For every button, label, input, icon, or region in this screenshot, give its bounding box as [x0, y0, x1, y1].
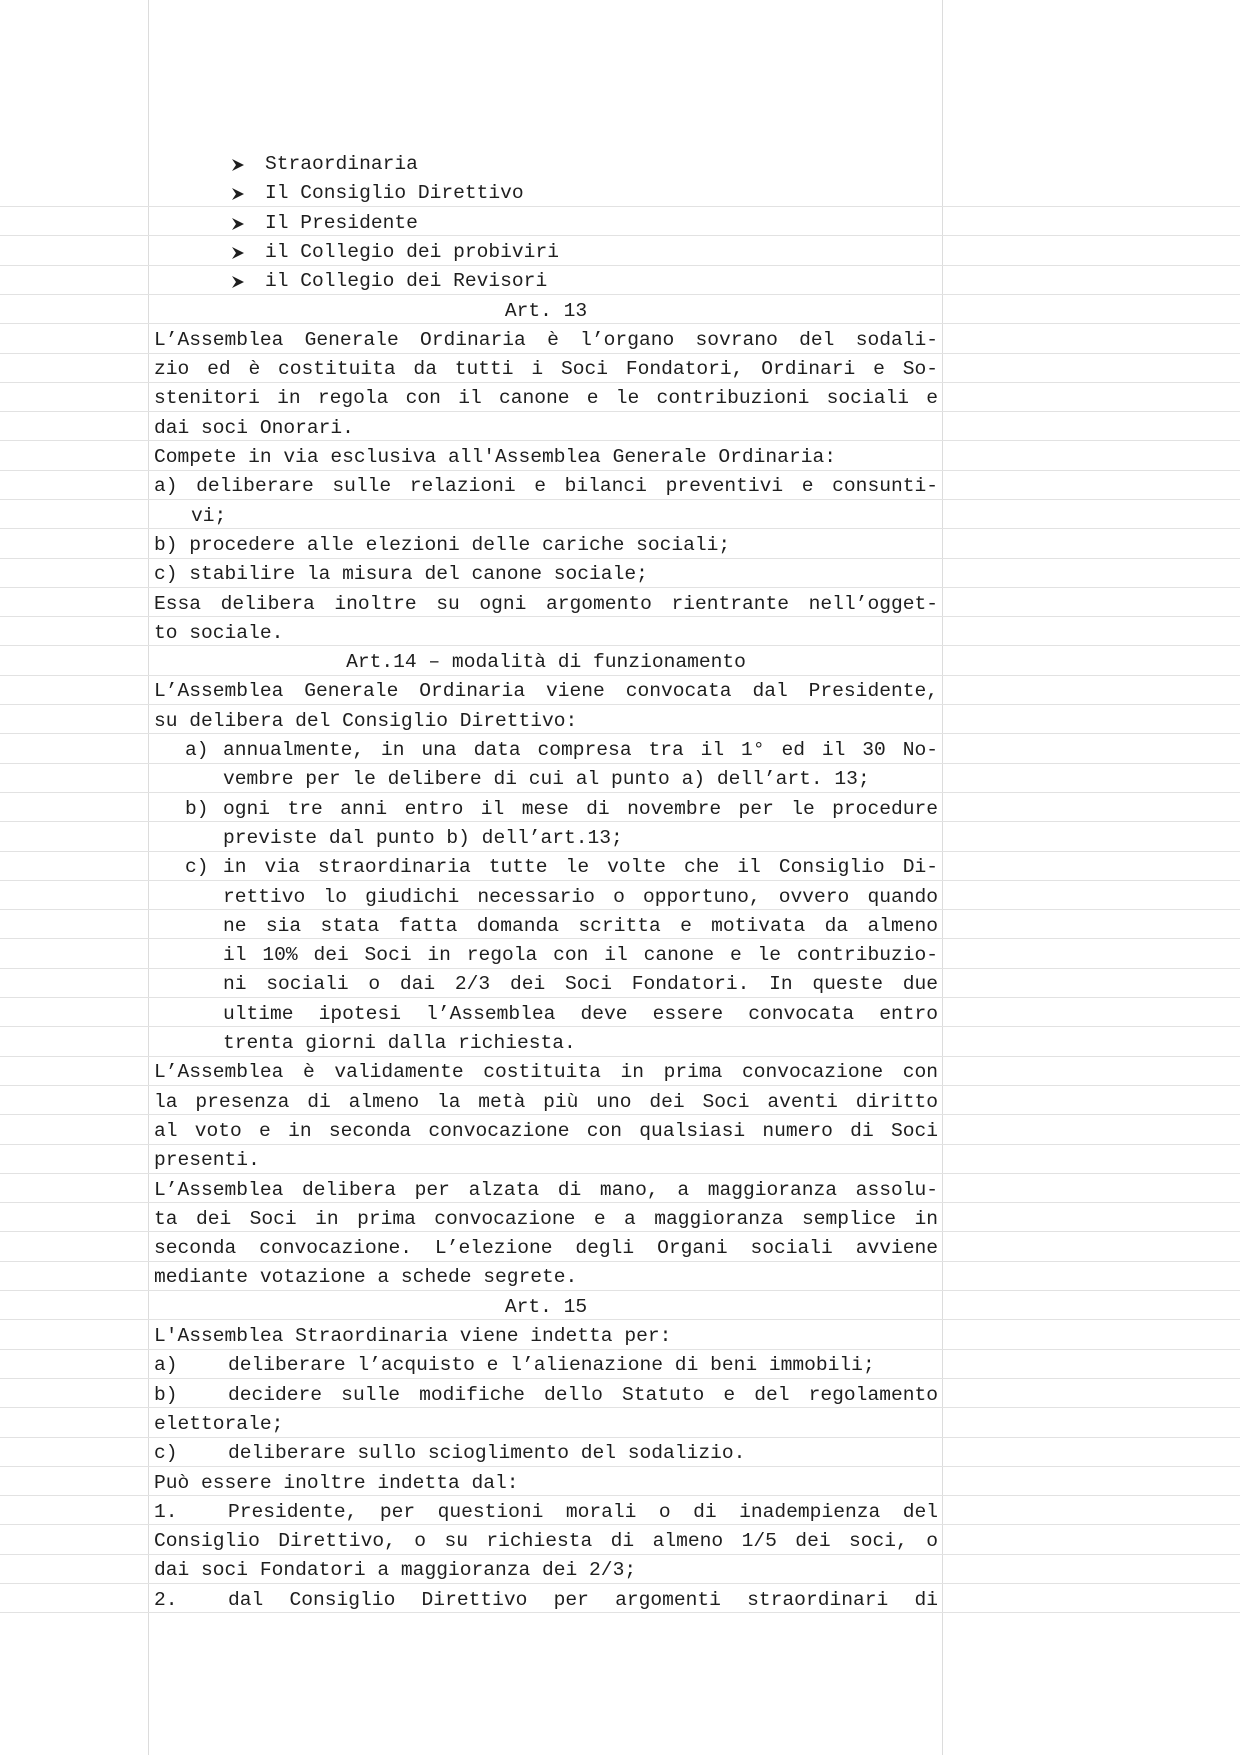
text-line: la presenza di almeno la metà più uno dei Soci aventi diritto — [154, 1091, 938, 1113]
text-line: Essa delibera inoltre su ogni argomento rientrante nell’ogget- — [154, 593, 938, 615]
arrowhead-bullet-icon — [231, 158, 245, 172]
list-item: ni sociali o dai 2/3 dei Soci Fondatori. In queste due — [223, 973, 938, 995]
text-line: presenti. — [154, 1149, 260, 1171]
list-item: elettorale; — [154, 1413, 284, 1435]
list-item: c) stabilire la misura del canone sociale; — [154, 563, 648, 585]
list-item: ne sia stata fatta domanda scritta e motivata da almeno — [223, 915, 938, 937]
list-item: a) deliberare sulle relazioni e bilanci preventivi e consunti- — [154, 475, 938, 497]
list-item: vembre per le delibere di cui al punto a) dell’art. 13; — [223, 768, 870, 790]
text-line: mediante votazione a schede segrete. — [154, 1266, 578, 1288]
list-marker: c) — [185, 856, 209, 878]
arrowhead-bullet-icon — [231, 187, 245, 201]
text-line: dai soci Onorari. — [154, 417, 354, 439]
text-line: Compete in via esclusiva all'Assemblea Generale Ordinaria: — [154, 446, 836, 468]
list-marker: 1. — [154, 1501, 178, 1523]
list-item: dai soci Fondatori a maggioranza dei 2/3; — [154, 1559, 637, 1581]
text-line: L’Assemblea è validamente costituita in prima convocazione con — [154, 1061, 938, 1083]
list-item: deliberare sullo scioglimento del sodalizio. — [228, 1442, 746, 1464]
arrowhead-bullet-icon — [231, 246, 245, 260]
bullet-item: il Collegio dei probiviri — [265, 241, 559, 263]
article-heading: Art.14 – modalità di funzionamento — [346, 651, 746, 673]
text-line: su delibera del Consiglio Direttivo: — [154, 710, 578, 732]
text-line: seconda convocazione. L’elezione degli Organi sociali avviene — [154, 1237, 938, 1259]
list-item: decidere sulle modifiche dello Statuto e del regolamento — [228, 1384, 938, 1406]
bullet-item: il Collegio dei Revisori — [265, 270, 548, 292]
list-marker: c) — [154, 1442, 178, 1464]
list-item: Presidente, per questioni morali o di inadempienza del — [228, 1501, 938, 1523]
list-marker: a) — [185, 739, 209, 761]
list-item: rettivo lo giudichi necessario o opportuno, ovvero quando — [223, 886, 938, 908]
list-item: trenta giorni dalla richiesta. — [223, 1032, 576, 1054]
text-line: Può essere inoltre indetta dal: — [154, 1472, 519, 1494]
bullet-item: Il Consiglio Direttivo — [265, 182, 524, 204]
list-marker: b) — [154, 1384, 178, 1406]
list-marker: a) — [154, 1354, 178, 1376]
list-item: ultime ipotesi l’Assemblea deve essere convocata entro — [223, 1003, 938, 1025]
text-line: L'Assemblea Straordinaria viene indetta per: — [154, 1325, 672, 1347]
text-line: L’Assemblea delibera per alzata di mano, a maggioranza assolu- — [154, 1179, 938, 1201]
list-item: previste dal punto b) dell’art.13; — [223, 827, 623, 849]
list-item: il 10% dei Soci in regola con il canone e le contribuzio- — [223, 944, 938, 966]
list-item: deliberare l’acquisto e l’alienazione di beni immobili; — [228, 1354, 875, 1376]
list-item: b) procedere alle elezioni delle cariche sociali; — [154, 534, 731, 556]
arrowhead-bullet-icon — [231, 217, 245, 231]
text-line: L’Assemblea Generale Ordinaria è l’organo sovrano del sodali- — [154, 329, 938, 351]
text-line: zio ed è costituita da tutti i Soci Fondatori, Ordinari e So- — [154, 358, 938, 380]
article-heading: Art. 13 — [504, 300, 588, 322]
bullet-item: Il Presidente — [265, 212, 418, 234]
list-item: Consiglio Direttivo, o su richiesta di almeno 1/5 dei soci, o — [154, 1530, 938, 1552]
list-item: annualmente, in una data compresa tra il 1° ed il 30 No- — [223, 739, 938, 761]
list-item: vi; — [191, 505, 227, 527]
text-line: al voto e in seconda convocazione con qualsiasi numero di Soci — [154, 1120, 938, 1142]
bullet-item: Straordinaria — [265, 153, 418, 175]
list-marker: 2. — [154, 1589, 178, 1611]
list-item: in via straordinaria tutte le volte che il Consiglio Di- — [223, 856, 938, 878]
text-line: stenitori in regola con il canone e le contribuzioni sociali e — [154, 387, 938, 409]
list-marker: b) — [185, 798, 209, 820]
text-line: ta dei Soci in prima convocazione e a maggioranza semplice in — [154, 1208, 938, 1230]
text-line: to sociale. — [154, 622, 284, 644]
article-heading: Art. 15 — [504, 1296, 588, 1318]
list-item: dal Consiglio Direttivo per argomenti straordinari di — [228, 1589, 938, 1611]
text-line: L’Assemblea Generale Ordinaria viene convocata dal Presidente, — [154, 680, 938, 702]
arrowhead-bullet-icon — [231, 275, 245, 289]
list-item: ogni tre anni entro il mese di novembre per le procedure — [223, 798, 938, 820]
